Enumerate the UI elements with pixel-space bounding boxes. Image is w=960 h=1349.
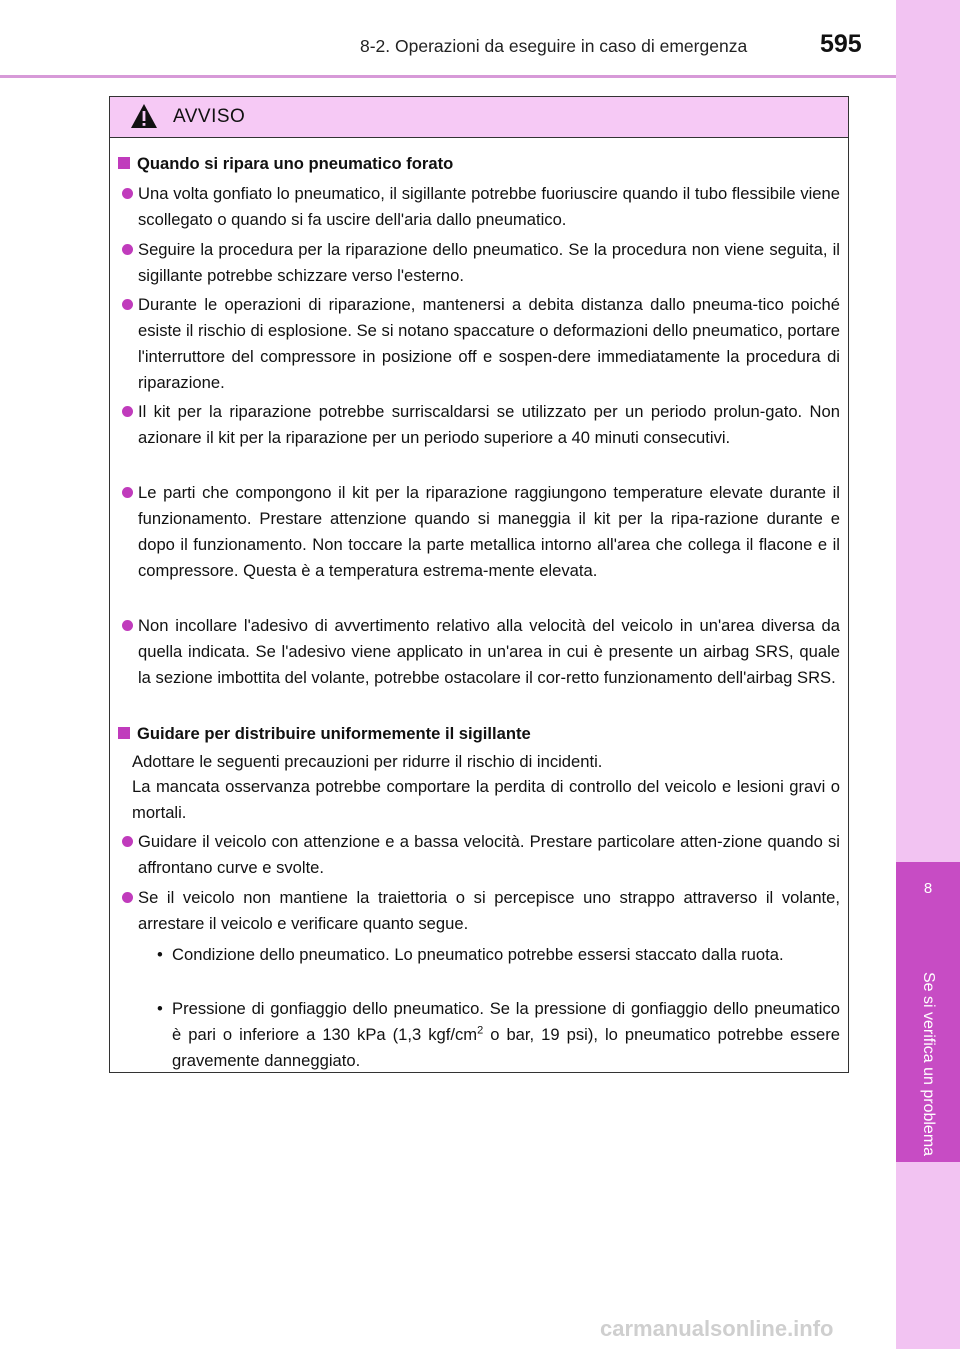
paragraph: La mancata osservanza potrebbe comportare la perdita di controllo del veicolo e lesioni gravi o mortali. xyxy=(132,777,840,822)
warning-box xyxy=(109,96,849,1073)
circle-bullet-icon xyxy=(122,244,133,255)
list-item: Seguire la procedura per la riparazione dello pneumatico. Se la procedura non viene seguita, il sigillante potrebbe schizzare verso l'esterno. xyxy=(138,237,840,289)
sub-list-item: • Pressione di gonfiaggio dello pneumatico. Se la pressione di gonfiaggio dello pneumatico è pari o inferiore a 130 kPa (1,3 kgf/$cm^2$ o bar, 19 psi), lo pneumatico potrebbe essere gravemente danneggiato. xyxy=(172,996,840,1074)
bullet-dot-icon: • xyxy=(157,945,163,964)
square-bullet-icon xyxy=(118,727,130,739)
warning-label: AVVISO xyxy=(173,106,246,127)
header-rule xyxy=(0,75,896,78)
list-item: Non incollare l'adesivo di avvertimento relativo alla velocità del veicolo in un'area diversa da quella indicata. Se l'adesivo viene applicato in un'area in cui è presente un airbag SRS, quale la sezione imbottita del volante, potrebbe ostacolare il cor-retto funzionamento dell'airbag SRS. xyxy=(138,613,840,691)
page-number: 595 xyxy=(820,30,862,58)
circle-bullet-icon xyxy=(122,892,133,903)
circle-bullet-icon xyxy=(122,836,133,847)
list-item: Durante le operazioni di riparazione, mantenersi a debita distanza dallo pneuma-tico poiché esiste il rischio di esplosione. Se si notano spaccature o deformazioni dello pneumatico, portare l'interruttore del compressore in posizione off e sospen-dere immediatamente la procedura di riparazione. xyxy=(138,292,840,396)
watermark: carmanualsonline.info xyxy=(600,1316,834,1341)
sub-list-item: • Condizione dello pneumatico. Lo pneumatico potrebbe essersi staccato dalla ruota. xyxy=(172,942,840,968)
circle-bullet-icon xyxy=(122,620,133,631)
circle-bullet-icon xyxy=(122,188,133,199)
section-heading: Guidare per distribuire uniformemente il sigillante xyxy=(118,721,531,747)
circle-bullet-icon xyxy=(122,487,133,498)
list-item: Guidare il veicolo con attenzione e a bassa velocità. Prestare particolare atten-zione quando si affrontano curve e svolte. xyxy=(138,829,840,881)
list-item: Se il veicolo non mantiene la traiettoria o si percepisce uno strappo attraverso il volante, arrestare il veicolo e verificare quanto segue. xyxy=(138,885,840,937)
warning-triangle-icon xyxy=(130,103,158,129)
square-bullet-icon xyxy=(118,157,130,169)
chapter-number: 8 xyxy=(923,880,933,897)
section-heading: Quando si ripara uno pneumatico forato xyxy=(118,151,453,177)
chapter-label: Se si verifica un problema xyxy=(920,971,937,1157)
list-item: Una volta gonfiato lo pneumatico, il sigillante potrebbe fuoriuscire quando il tubo flessibile viene scollegato o quando si fa uscire dell'aria dallo pneumatico. xyxy=(138,181,840,233)
circle-bullet-icon xyxy=(122,406,133,417)
list-item: Il kit per la riparazione potrebbe surriscaldarsi se utilizzato per un periodo prolun-gato. Non azionare il kit per la riparazione per un periodo superiore a 40 minuti consecutivi. xyxy=(138,399,840,451)
circle-bullet-icon xyxy=(122,299,133,310)
list-item: Le parti che compongono il kit per la riparazione raggiungono temperature elevate durante il funzionamento. Prestare attenzione quando si maneggia il kit per la ripa-razione durante e dopo il funzionamento. Non toccare la parte metallica intorno all'area che collega il flacone e il compressore. Questa è a temperatura estrema-mente elevata. xyxy=(138,480,840,584)
warning-header xyxy=(110,97,848,138)
section-title: 8-2. Operazioni da eseguire in caso di emergenza xyxy=(360,36,748,56)
paragraph: Adottare le seguenti precauzioni per ridurre il rischio di incidenti. xyxy=(132,752,603,771)
bullet-dot-icon: • xyxy=(157,999,163,1018)
